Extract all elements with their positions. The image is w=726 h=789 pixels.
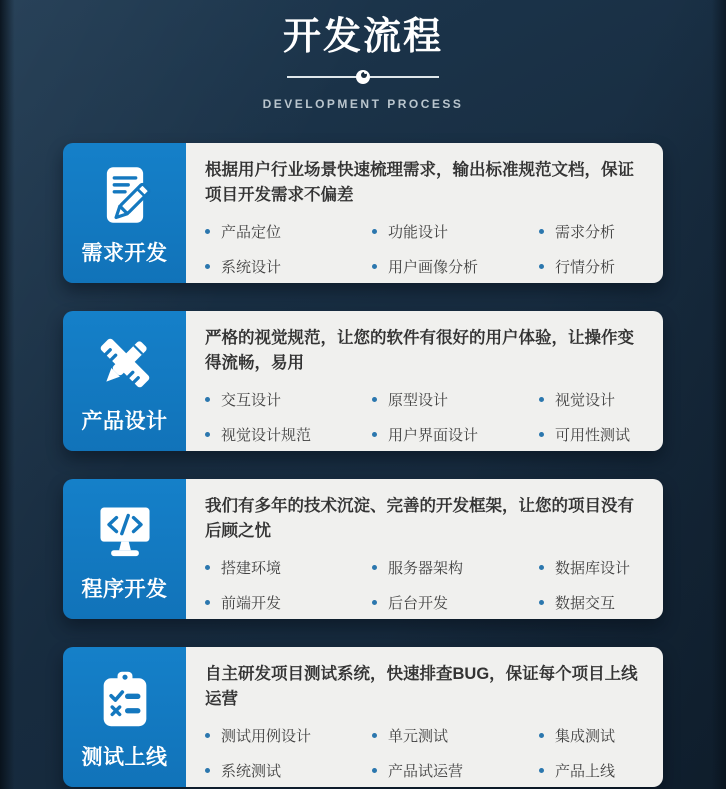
section-design-card [186,311,663,451]
bullet-item [372,557,539,578]
bullet-dot-icon [205,768,210,773]
bullet-item [372,592,539,613]
bullet-list [205,221,649,277]
bullet-item [205,760,372,781]
bullet-label: 用户画像分析 [388,259,479,276]
bullet-label: 需求分析 [555,224,616,241]
bullet-dot-icon [372,600,377,605]
bullet-label: 系统设计 [221,259,282,276]
section-description: 根据用户行业场景快速梳理需求，输出标准规范文档，保证项目开发需求不偏差 [205,161,634,204]
monitor-code-icon [92,496,158,566]
bullet-dot-icon [539,600,544,605]
section-development-card [186,479,663,619]
bullet-dot-icon [372,397,377,402]
bullet-list [205,725,649,781]
bullet-item [539,592,649,613]
bullet-dot-icon [539,397,544,402]
section-description: 严格的视觉规范，让您的软件有很好的用户体验，让操作变得流畅，易用 [205,329,634,372]
page-header [0,0,726,111]
bullet-dot-icon [539,565,544,570]
bullet-dot-icon [372,229,377,234]
bullet-dot-icon [539,432,544,437]
section-design-badge [63,311,186,451]
bullet-label: 功能设计 [388,224,449,241]
bullet-item [205,389,372,410]
bullet-label: 用户界面设计 [388,427,479,444]
bullet-item [539,557,649,578]
section-requirements-card [186,143,663,283]
bullet-item [372,725,539,746]
bullet-label: 单元测试 [388,728,449,745]
bullet-item [205,221,372,242]
bullet-label: 产品定位 [221,224,282,241]
bullet-label: 视觉设计 [555,392,616,409]
bullet-dot-icon [539,229,544,234]
bullet-item [539,221,649,242]
bullet-item [372,760,539,781]
bullet-item [205,592,372,613]
bullet-item [205,256,372,277]
section-testing [63,647,663,787]
bullet-label: 数据交互 [555,595,616,612]
bullet-dot-icon [205,600,210,605]
bullet-dot-icon [539,733,544,738]
section-requirements [63,143,663,283]
bullet-item [539,256,649,277]
bullet-label: 产品上线 [555,763,616,780]
bullet-dot-icon [372,565,377,570]
bullet-list [205,557,649,613]
clipboard-checklist-icon [93,664,157,734]
page-title: 开发流程 [282,16,443,58]
page-subtitle: DEVELOPMENT PROCESS [262,97,464,111]
bullet-dot-icon [205,565,210,570]
bullet-item [539,725,649,746]
bullet-label: 交互设计 [221,392,282,409]
bullet-label: 产品试运营 [388,763,464,780]
bullet-label: 系统测试 [221,763,282,780]
bullet-label: 集成测试 [555,728,616,745]
process-rows [63,143,663,787]
bullet-dot-icon [205,432,210,437]
section-description: 我们有多年的技术沉淀、完善的开发框架，让您的项目没有后顾之忧 [205,497,634,540]
bullet-label: 数据库设计 [555,560,631,577]
title-divider [287,70,439,84]
bullet-dot-icon [539,264,544,269]
bullet-dot-icon [372,264,377,269]
bullet-dot-icon [205,397,210,402]
bullet-dot-icon [205,264,210,269]
bullet-label: 前端开发 [221,595,282,612]
bullet-label: 视觉设计规范 [221,427,312,444]
bullet-list [205,389,649,445]
section-label: 产品设计 [81,409,168,433]
bullet-label: 行情分析 [555,259,616,276]
bullet-item [372,221,539,242]
bullet-label: 服务器架构 [388,560,464,577]
document-pencil-icon [93,160,157,230]
bullet-item [372,389,539,410]
bullet-label: 测试用例设计 [221,728,312,745]
bullet-label: 原型设计 [388,392,449,409]
section-testing-card [186,647,663,787]
section-label: 程序开发 [81,577,168,601]
section-development-badge [63,479,186,619]
bullet-dot-icon [205,733,210,738]
section-requirements-badge [63,143,186,283]
bullet-item [205,557,372,578]
pencil-ruler-icon [92,328,158,398]
section-label: 测试上线 [81,745,168,769]
divider-orb-icon [356,70,370,84]
bullet-item [539,760,649,781]
bullet-item [539,389,649,410]
section-label: 需求开发 [81,241,168,265]
bullet-label: 后台开发 [388,595,449,612]
bullet-item [372,256,539,277]
bullet-item [205,725,372,746]
bullet-dot-icon [372,432,377,437]
bullet-item [205,424,372,445]
bullet-dot-icon [372,768,377,773]
bullet-dot-icon [372,733,377,738]
bullet-item [372,424,539,445]
bullet-label: 可用性测试 [555,427,631,444]
divider-line-right [369,76,439,78]
bullet-item [539,424,649,445]
bullet-dot-icon [539,768,544,773]
section-design [63,311,663,451]
bullet-dot-icon [205,229,210,234]
section-testing-badge [63,647,186,787]
divider-line-left [287,76,357,78]
section-description: 自主研发项目测试系统，快速排查BUG，保证每个项目上线运营 [205,665,638,708]
bullet-label: 搭建环境 [221,560,282,577]
section-development [63,479,663,619]
